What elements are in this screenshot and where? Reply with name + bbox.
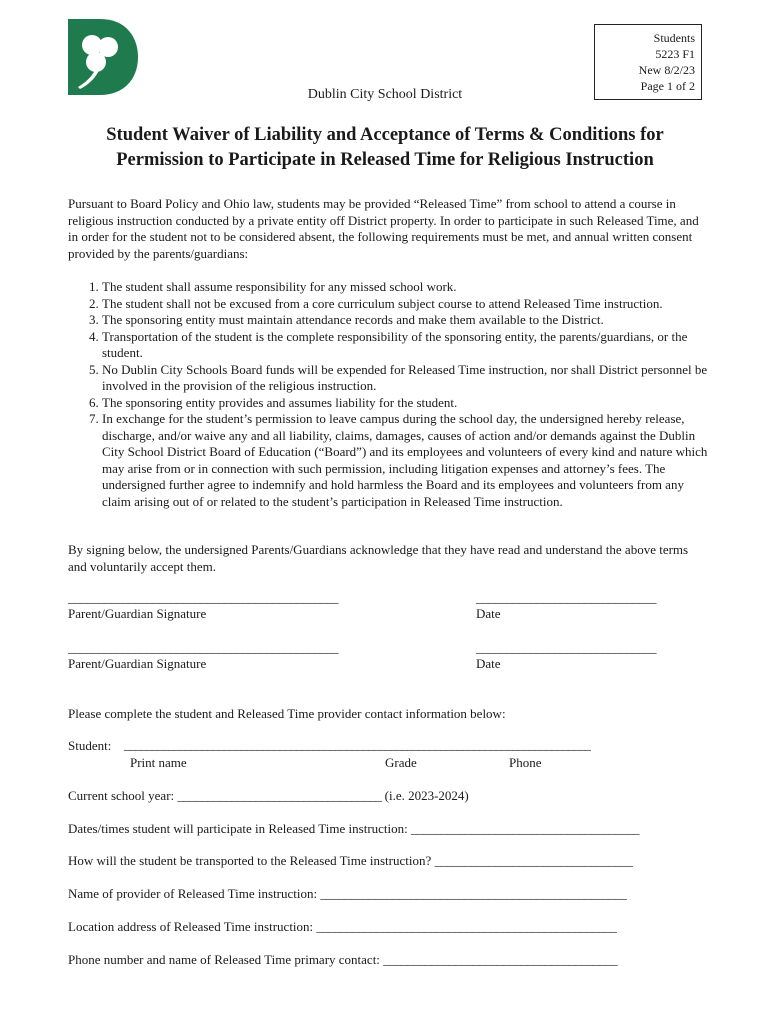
ref-category: Students bbox=[653, 31, 695, 45]
list-item: 7. In exchange for the student’s permission to leave campus during the school day, the undersigned hereby release, discharge, and/or waive any and all liability, claims, damages, causes of action and/or demands against the Dublin City School District Board of Education (“Board”) and its employees and volunteers of every kind and nature which may arise from or in connection with such permission, including litigation expenses and attorney’s fees. The undersigned further agree to indemnify and hold harmless the Board and its employees and volunteers from any claim arising out of or related to the student’s participation in Released Time instruction. bbox=[102, 411, 708, 510]
dates-field[interactable]: ______________________________________ bbox=[411, 821, 640, 836]
contact-phone-field[interactable]: _______________________________________ bbox=[383, 952, 618, 967]
print-name-label: Print name bbox=[130, 755, 187, 770]
location-field[interactable]: __________________________________________________ bbox=[316, 919, 617, 934]
transport-row bbox=[68, 853, 632, 869]
district-logo bbox=[66, 17, 140, 97]
list-item: 6. The sponsoring entity provides and assumes liability for the student. bbox=[102, 395, 708, 412]
list-item: 3. The sponsoring entity must maintain attendance records and make them available to the District. bbox=[102, 312, 708, 329]
list-item: 5. No Dublin City Schools Board funds will be expended for Released Time instruction, nor shall District personnel be involved in the provision of the religious instruction. bbox=[102, 362, 708, 395]
provider-field[interactable]: ___________________________________________________ bbox=[320, 886, 627, 901]
list-item: 2. The student shall not be excused from a core curriculum subject course to attend Released Time instruction. bbox=[102, 296, 708, 313]
ref-code: 5223 F1 bbox=[655, 47, 695, 61]
district-name: Dublin City School District bbox=[307, 87, 463, 102]
list-item: 1. The student shall assume responsibility for any missed school work. bbox=[102, 279, 708, 296]
grade-label: Grade bbox=[385, 755, 417, 770]
contact-intro: Please complete the student and Released Time provider contact information below: bbox=[68, 706, 506, 721]
requirements-list bbox=[68, 279, 708, 510]
student-label: Student: bbox=[68, 738, 112, 753]
phone-label: Phone bbox=[509, 755, 542, 770]
contact-phone-label: Phone number and name of Released Time primary contact: bbox=[68, 952, 380, 967]
date-line-1[interactable]: ______________________________ bbox=[476, 590, 656, 605]
date-label-1: Date bbox=[476, 606, 501, 621]
date-line-2[interactable]: ______________________________ bbox=[476, 640, 656, 655]
document-title bbox=[60, 123, 710, 173]
parent-signature-label-2: Parent/Guardian Signature bbox=[68, 656, 207, 671]
school-year-field[interactable]: __________________________________ bbox=[177, 788, 382, 803]
parent-signature-label-1: Parent/Guardian Signature bbox=[68, 606, 207, 621]
parent-signature-line-2[interactable]: _____________________________________________ bbox=[68, 640, 338, 655]
title-line-1: Student Waiver of Liability and Acceptance of Terms & Conditions for bbox=[106, 125, 664, 145]
intro-paragraph: Pursuant to Board Policy and Ohio law, students may be provided “Released Time” from school to attend a course in religious instruction conducted by a private entity off District property. In order to participate in such Released Time, and in order for the student not to be considered absent, the following requirements must be met, and annual written consent provided by the parents/guardians: bbox=[68, 196, 699, 261]
list-item: 4. Transportation of the student is the complete responsibility of the sponsoring entity, the parents/guardians, or the student. bbox=[102, 329, 708, 362]
provider-row bbox=[68, 886, 626, 902]
location-row bbox=[68, 919, 616, 935]
school-year-row bbox=[68, 788, 469, 804]
transport-field[interactable]: _________________________________ bbox=[434, 853, 633, 868]
title-line-2: Permission to Participate in Released Time for Religious Instruction bbox=[116, 150, 654, 170]
provider-label: Name of provider of Released Time instruction: bbox=[68, 886, 318, 901]
contact-phone-row bbox=[68, 952, 617, 968]
dates-row bbox=[68, 821, 639, 837]
location-label: Location address of Released Time instruction: bbox=[68, 919, 314, 934]
school-year-label: Current school year: bbox=[68, 788, 175, 803]
school-year-hint: (i.e. 2023-2024) bbox=[384, 788, 469, 803]
dates-label: Dates/times student will participate in Released Time instruction: bbox=[68, 821, 408, 836]
transport-label: How will the student be transported to the Released Time instruction? bbox=[68, 853, 432, 868]
date-label-2: Date bbox=[476, 656, 501, 671]
parent-signature-line-1[interactable]: _____________________________________________ bbox=[68, 590, 338, 605]
ref-page: Page 1 of 2 bbox=[640, 79, 695, 93]
student-info-line[interactable]: ____________________________________________________________________________________ bbox=[124, 738, 591, 752]
acknowledgement-paragraph: By signing below, the undersigned Parents/Guardians acknowledge that they have read and understand the above terms and voluntarily accept them. bbox=[68, 542, 689, 574]
ref-date: New 8/2/23 bbox=[638, 63, 695, 77]
